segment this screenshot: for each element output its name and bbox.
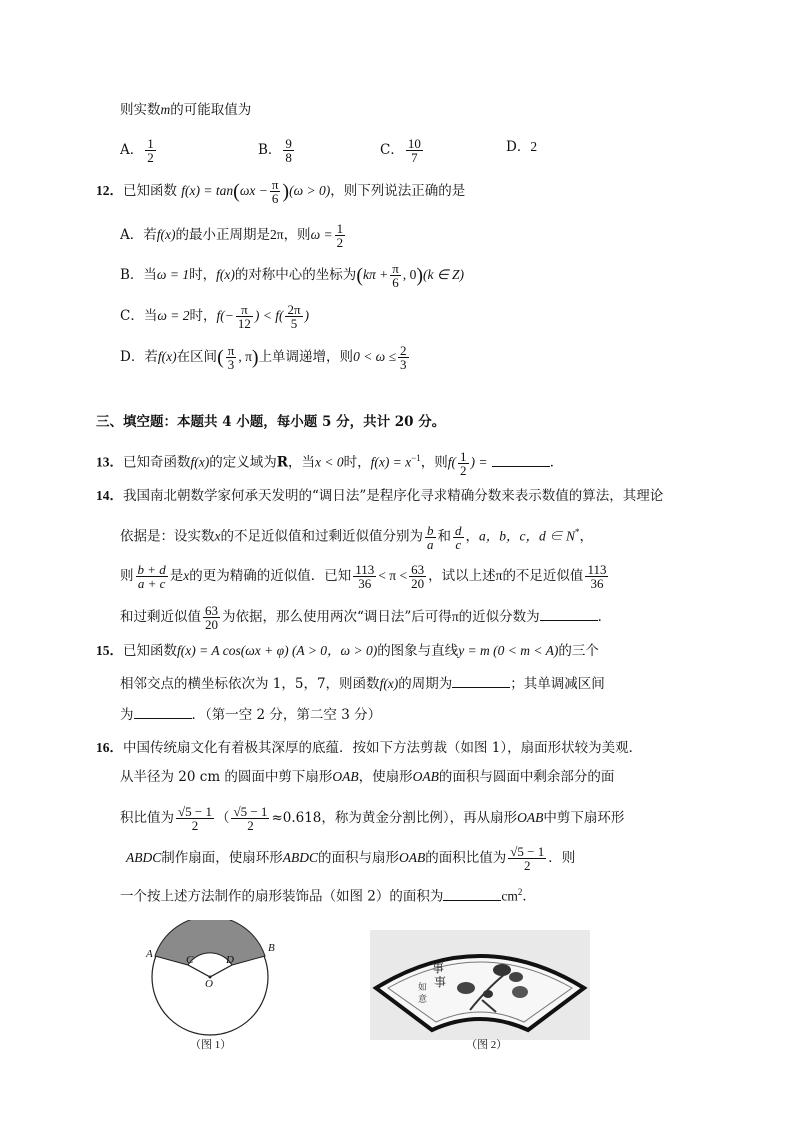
- section-3-heading: 三、填空题：本题共 4 小题，每小题 5 分，共计 20 分。: [96, 414, 446, 430]
- fig1-label-d: D: [226, 954, 234, 966]
- q16-line4: ABDC制作扇面，使扇环形ABDC的面积与扇形OAB的面积比值为 $\frac{√5 - 1}{2}$ ．则: [126, 844, 576, 873]
- fig1-caption: （图 1）: [190, 1039, 232, 1051]
- q16-line5: 一个按上述方法制作的扇形装饰品（如图 2）的面积为 $cm^2$．: [120, 887, 536, 905]
- fig1-label-a: A: [146, 948, 153, 960]
- q11-option-a: A． $\frac{1}{2}$: [120, 136, 154, 165]
- figure-2-fan-painting: [370, 930, 590, 1040]
- q16-line3: 积比值为 $\frac{√5 - 1}{2}$ （ $\frac{√5 - 1}{2}$ ≈0.618，称为黄金分割比例），再从扇形OAB中剪下扇环形: [120, 804, 625, 833]
- q15-line1: 15．已知函数f(x) = A cos(ωx + φ) (A > 0，ω > 0)的图象与直线y = m (0 < m < A)的三个: [96, 643, 599, 659]
- q11-option-c: C． $\frac{10}{7}$: [380, 136, 421, 165]
- q13-answer-blank[interactable]: [492, 452, 550, 467]
- q16-line2: 从半径为 20 cm 的圆面中剪下扇形OAB，使扇形OAB的面积与圆面中剩余部分的面: [120, 769, 615, 785]
- q15-line2: 相邻交点的横坐标依次为 1，5，7，则函数f(x)的周期为 ；其单调减区间: [120, 673, 605, 694]
- q11-option-d: D．2: [506, 139, 538, 155]
- q15-blank-2[interactable]: [134, 704, 192, 719]
- q12-option-a: A．若f(x)的最小正周期是2π，则ω = $\frac{1}{2}$: [120, 221, 344, 250]
- q11-stem: 则实数m的可能取值为: [120, 102, 252, 118]
- q11-option-b: B． $\frac{9}{8}$: [258, 136, 292, 165]
- q14-line4: 和过剩近似值 $\frac{63}{20}$ 为依据，那么使用两次“调日法”后可得π的近似分数为 ．: [120, 603, 612, 632]
- svg-text:事: 事: [432, 961, 445, 975]
- q15-blank-1[interactable]: [452, 673, 510, 688]
- q15-line3: 为 ．（第一空 2 分，第二空 3 分）: [120, 704, 381, 725]
- q14-line3: 则 $\frac{b + d}{a + c}$ 是x的更为精确的近似值．已知 $\frac{113}{36}$ < π < $\frac{63}{20}$ ，试以上述π的不足近似值 $\frac{113}{36}$: [120, 562, 607, 591]
- svg-text:事: 事: [434, 975, 447, 989]
- fig2-caption: （图 2）: [466, 1039, 508, 1051]
- q12-option-c: C．当ω = 2时，f(− $\frac{\pi}{12}$ ) < f( $\frac{2\pi}{5}$ ): [120, 302, 310, 331]
- q12-option-d: D．若f(x)在区间( $\frac{\pi}{3}$ , π)上单调递增，则0 < ω ≤ $\frac{2}{3}$: [120, 343, 407, 372]
- q14-line1: 14．我国南北朝数学家何承天发明的“调日法”是程序化寻求精确分数来表示数值的算法，其理论: [96, 488, 664, 504]
- q16-answer-blank[interactable]: [443, 886, 501, 901]
- q13: 13．已知奇函数f(x)的定义域为R，当x < 0时，$f(x) = x^{-1}$，则f( $\frac{1}{2}$ ) = ．: [96, 448, 564, 478]
- q16-line1: 16．中国传统扇文化有着极其深厚的底蕴．按如下方法剪裁（如图 1），扇面形状较为美观．: [96, 740, 643, 756]
- fig1-label-c: C: [186, 954, 194, 966]
- fig1-label-b: B: [268, 942, 275, 954]
- q14-answer-blank[interactable]: [540, 606, 598, 621]
- svg-text:意: 意: [418, 995, 428, 1005]
- svg-text:如: 如: [418, 983, 428, 993]
- q12-stem: 12．已知函数 f(x) = tan(ωx − $\frac{\pi}{6}$ )(ω > 0)，则下列说法正确的是: [96, 177, 466, 206]
- q12-option-b: B．当ω = 1时，f(x)的对称中心的坐标为(kπ + $\frac{\pi}{6}$ , 0)(k ∈ Z): [120, 261, 464, 290]
- q14-line2: 依据是：设实数x的不足近似值和过剩近似值分别为 $\frac{b}{a}$ 和 $\frac{d}{c}$ ，a，b，c，d ∈ N*，: [120, 522, 593, 552]
- fig1-label-o: O: [205, 978, 213, 990]
